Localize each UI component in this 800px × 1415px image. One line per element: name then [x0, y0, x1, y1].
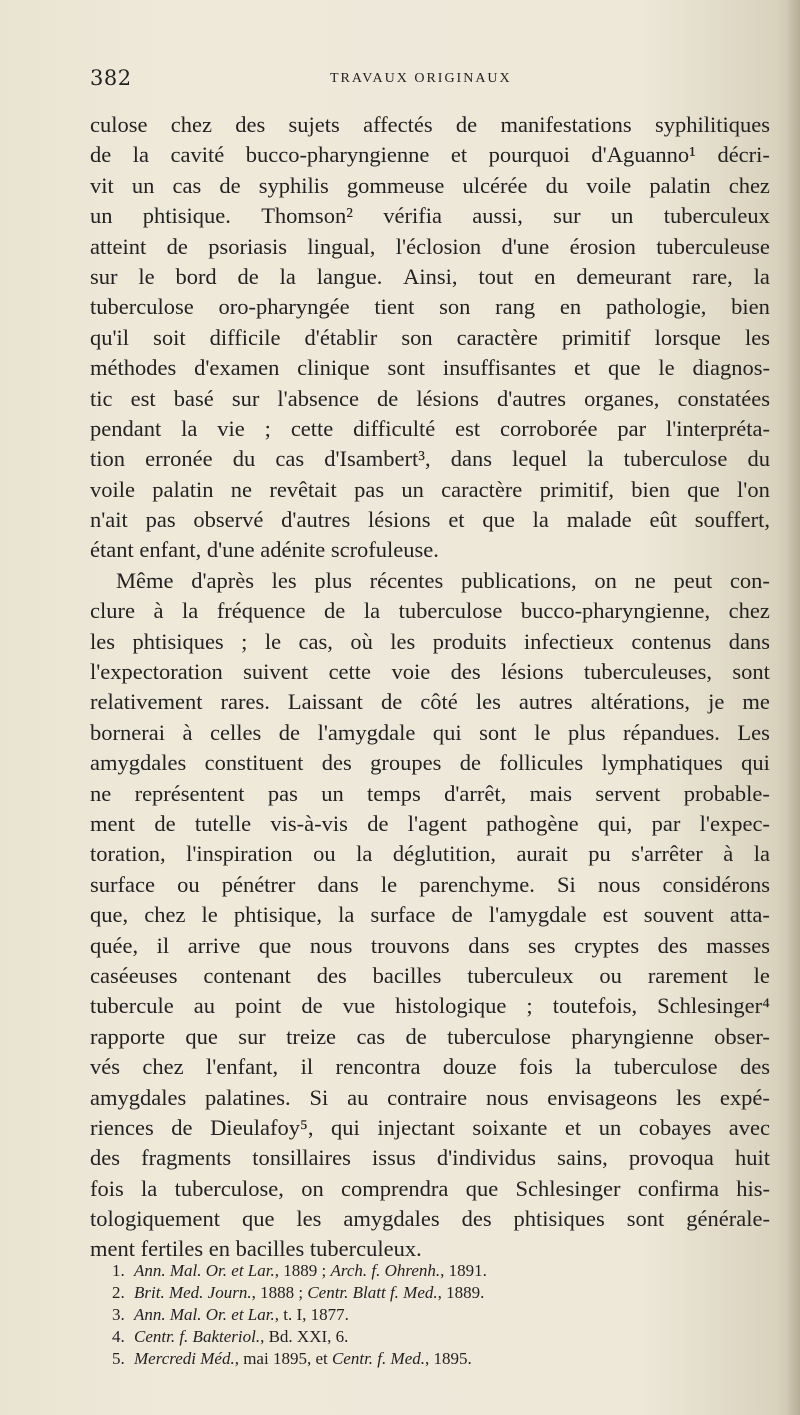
- footnote: [112, 1304, 762, 1326]
- text-line: des fragments tonsillaires issus d'individus sains, provoqua huit: [90, 1145, 770, 1171]
- text-line: toration, l'inspiration ou la déglutition, aurait pu s'arrêter à la: [90, 841, 770, 867]
- footnote-source: Centr. f. Med.: [331, 1349, 425, 1368]
- footnote-detail: , mai 1895, et: [234, 1349, 332, 1368]
- text-line: vés chez l'enfant, il rencontra douze fois la tuberculose des: [90, 1054, 770, 1080]
- text-line: vit un cas de syphilis gommeuse ulcérée du voile palatin chez: [90, 172, 770, 198]
- footnote-detail: , Bd. XXI, 6.: [260, 1327, 349, 1346]
- text-line: les phtisiques ; le cas, où les produits infectieux contenus dans: [90, 628, 770, 654]
- footnote: [112, 1326, 762, 1348]
- text-line: tologiquement que les amygdales des phtisiques sont générale-: [90, 1206, 770, 1232]
- text-line: amygdales constituent des groupes de follicules lymphatiques qui: [90, 750, 770, 776]
- page-edge-shadow: [786, 0, 800, 1415]
- text-line: culose chez des sujets affectés de manifestations syphilitiques: [90, 112, 770, 137]
- footnote-source: Brit. Med. Journ.: [134, 1283, 252, 1302]
- text-line: tubercule au point de vue histologique ; toutefois, Schlesinger⁴: [90, 993, 770, 1019]
- text-line: surface ou pénétrer dans le parenchyme. Si nous considérons: [90, 871, 770, 897]
- text-line: de la cavité bucco-pharyngienne et pourquoi d'Aguanno¹ décri-: [90, 142, 770, 168]
- footnote-source: Centr. f. Bakteriol.: [134, 1327, 261, 1346]
- text-line: quée, il arrive que nous trouvons dans ses cryptes des masses: [90, 932, 770, 958]
- text-line: que, chez le phtisique, la surface de l'amygdale est souvent atta-: [90, 902, 770, 928]
- text-line: ne représentent pas un temps d'arrêt, mais servent probable-: [90, 780, 770, 806]
- footnote-source: Centr. Blatt f. Med.: [307, 1283, 438, 1302]
- running-head: TRAVAUX ORIGINAUX: [330, 71, 512, 86]
- footnote: [112, 1260, 762, 1282]
- footnote-source: Arch. f. Ohrenh.: [330, 1261, 441, 1280]
- text-line: voile palatin ne revêtait pas un caractère primitif, bien que l'on: [90, 476, 770, 502]
- footnote-detail: , 1889 ;: [274, 1261, 331, 1280]
- text-line: n'ait pas observé d'autres lésions et que la malade eût souffert,: [90, 507, 770, 533]
- page-header: [90, 66, 780, 96]
- text-line: étant enfant, d'une adénite scrofuleuse.: [90, 537, 439, 563]
- text-line: Même d'après les plus récentes publications, on ne peut con-: [116, 567, 770, 593]
- footnote-source: Ann. Mal. Or. et Lar.: [134, 1261, 275, 1280]
- footnote-number: 5.: [112, 1349, 125, 1368]
- footnote-number: 3.: [112, 1305, 125, 1324]
- footnote-number: 1.: [112, 1261, 125, 1280]
- footnote-number: 4.: [112, 1327, 125, 1346]
- text-line: qu'il soit difficile d'établir son caractère primitif lorsque les: [90, 324, 770, 350]
- text-line: tion erronée du cas d'Isambert³, dans lequel la tuberculose du: [90, 446, 770, 472]
- text-line: clure à la fréquence de la tuberculose bucco-pharyngienne, chez: [90, 598, 770, 624]
- text-line: caséeuses contenant des bacilles tuberculeux ou rarement le: [90, 962, 770, 988]
- text-line: un phtisique. Thomson² vérifia aussi, sur un tuberculeux: [90, 203, 770, 229]
- footnote-detail: , t. I, 1877.: [274, 1305, 349, 1324]
- text-line: l'expectoration suivent cette voie des lésions tuberculeuses, sont: [90, 659, 770, 685]
- text-line: rapporte que sur treize cas de tuberculose pharyngienne obser-: [90, 1023, 770, 1049]
- footnote-detail: , 1891.: [440, 1261, 487, 1280]
- text-line: bornerai à celles de l'amygdale qui sont le plus répandues. Les: [90, 719, 770, 745]
- text-line: ment fertiles en bacilles tuberculeux.: [90, 1236, 422, 1262]
- text-line: fois la tuberculose, on comprendra que Schlesinger confirma his-: [90, 1175, 770, 1201]
- text-line: sur le bord de la langue. Ainsi, tout en demeurant rare, la: [90, 263, 770, 289]
- text-line: riences de Dieulafoy⁵, qui injectant soixante et un cobayes avec: [90, 1114, 770, 1140]
- text-line: méthodes d'examen clinique sont insuffisantes et que le diagnos-: [90, 355, 770, 381]
- footnote: [112, 1282, 762, 1304]
- footnote-detail: , 1888 ;: [251, 1283, 308, 1302]
- text-line: relativement rares. Laissant de côté les autres altérations, je me: [90, 689, 770, 715]
- footnotes: [112, 1260, 762, 1370]
- body-text: [90, 110, 770, 1265]
- footnote-detail: , 1889.: [437, 1283, 485, 1302]
- footnote-number: 2.: [112, 1283, 125, 1302]
- text-line: amygdales palatines. Si au contraire nous envisageons les expé-: [90, 1084, 770, 1110]
- footnote: [112, 1348, 762, 1370]
- text-line: tuberculose oro-pharyngée tient son rang en pathologie, bien: [90, 294, 770, 320]
- text-line: atteint de psoriasis lingual, l'éclosion d'une érosion tuberculeuse: [90, 233, 770, 259]
- footnote-source: Mercredi Méd.: [134, 1349, 235, 1368]
- text-line: ment de tutelle vis-à-vis de l'agent pathogène qui, par l'expec-: [90, 810, 770, 836]
- page-number: 382: [90, 66, 132, 90]
- text-line: tic est basé sur l'absence de lésions d'autres organes, constatées: [90, 385, 770, 411]
- text-line: pendant la vie ; cette difficulté est corroborée par l'interpréta-: [90, 415, 770, 441]
- footnote-detail: , 1895.: [425, 1349, 472, 1368]
- footnote-source: Ann. Mal. Or. et Lar.: [134, 1305, 275, 1324]
